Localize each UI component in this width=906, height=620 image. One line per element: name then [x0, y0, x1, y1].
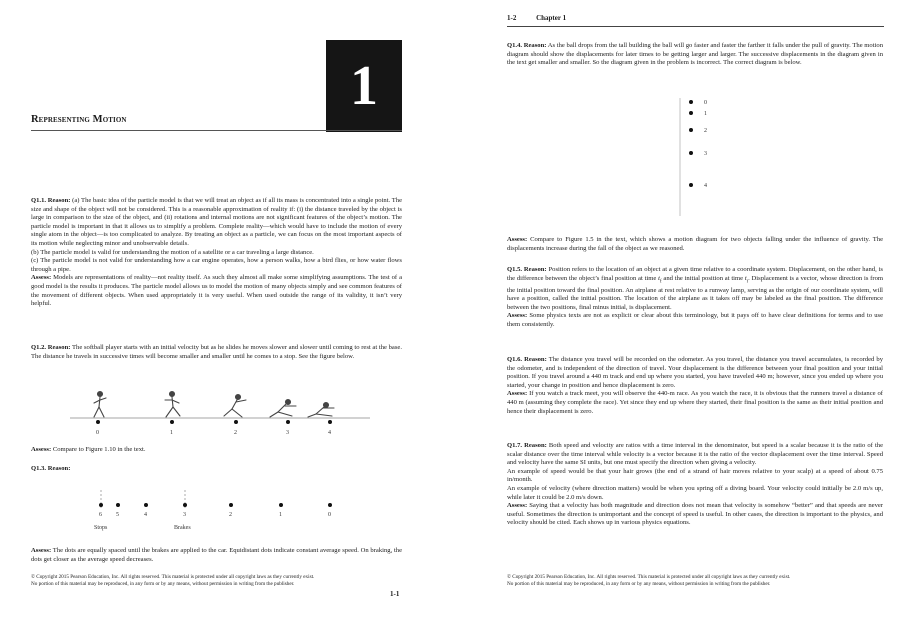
brakes-label: Brakes — [174, 525, 191, 531]
q1-5-assess: Some physics texts are not as explicit or clear about this terminology, but it pays off to have clear definitions for terms and to use them consistently. — [507, 312, 883, 328]
left-page-number: 1-1 — [390, 590, 400, 598]
player-figure-3 — [270, 400, 296, 418]
motion-dot-4 — [328, 420, 332, 424]
car-dot-4 — [144, 503, 148, 507]
q1-4-assess-label: Assess: — [507, 236, 528, 243]
car-dot-label-4: 4 — [144, 512, 147, 518]
motion-dot-2 — [234, 420, 238, 424]
q1-4-text: As the ball drops from the tall building the ball will go faster and faster the farther it falls under the pull of gravity. The motion diagram should show the displacements for later times to be getting larger and larger. The successive displacements in the diagram given in the text get smaller and smaller. So the diagram given in the problem is incorrect. The correct diagram is below. — [507, 42, 883, 67]
player-figure-2 — [224, 395, 246, 418]
q1-6-assess: If you watch a track meet, you will observe the 440-m race. As you watch the race, it is obvious that the runners travel a distance of 440 m (assuming they complete the race). Yet since they end up where they started, their final position is the same as their initial position and hence their displacement is zero. — [507, 390, 883, 415]
q1-4-assess-block — [507, 236, 883, 253]
car-dot-label-6: 6 — [99, 512, 102, 518]
dot-label-1: 1 — [170, 430, 173, 436]
right-footer — [507, 574, 897, 587]
dot-label-0: 0 — [96, 430, 99, 436]
q1-7-velocity-example: An example of velocity (where direction matters) would be when you spring off a diving board. Your velocity could initially be 2.0 m/s up, while later it could be 2.0 m/s down. — [507, 484, 883, 501]
car-dot-label-2: 2 — [229, 512, 232, 518]
q1-1-label: Q1.1. — [31, 197, 47, 204]
q1-6-reason-label: Reason: — [524, 356, 547, 363]
q1-5-text-b: and the initial position at time — [663, 274, 744, 282]
car-dot-label-3: 3 — [183, 512, 186, 518]
ball-dot-0 — [689, 100, 693, 104]
q1-2-assess-label: Assess: — [31, 446, 52, 453]
chapter-number-box — [326, 40, 402, 132]
stops-label: Stops — [94, 525, 108, 531]
ball-dot-2 — [689, 128, 693, 132]
motion-dot-0 — [96, 420, 100, 424]
q1-3-assess-label: Assess: — [31, 547, 52, 554]
player-figure-4 — [308, 403, 334, 418]
q1-7-label: Q1.7. — [507, 442, 523, 449]
car-braking-motion-diagram — [80, 488, 360, 534]
q1-2-assess-block — [31, 446, 402, 455]
q1-5-tf: t — [658, 274, 660, 282]
player-figure-1 — [165, 392, 180, 418]
q1-2-reason-label: Reason: — [47, 344, 71, 351]
q1-6-assess-label: Assess: — [507, 390, 528, 398]
q1-4-label: Q1.4. — [507, 42, 523, 49]
car-dot-label-0: 0 — [328, 512, 331, 518]
q1-7-assess: Saying that a velocity has both magnitude and direction does not mean that velocity is somehow “better” and that speeds are never useful. Sometimes the direction is unimportant and the concept of speed is useful. In other cases, the direction is important to the physics, and velocity should be cited. Each shows up in various physics equations. — [507, 502, 883, 527]
ball-dot-4 — [689, 183, 693, 187]
q1-4-assess: Compare to Figure 1.5 in the text, which shows a motion diagram for two objects falling under the influence of gravity. The displacements increase during the fall of the object as we reasoned. — [507, 236, 884, 252]
car-dot-label-5: 5 — [116, 512, 119, 518]
chapter-title-text: Representing Motion — [31, 114, 127, 125]
chapter-title-rule — [31, 130, 402, 131]
left-footer — [31, 574, 421, 587]
right-header-page: 1-2 — [507, 14, 517, 22]
q1-4-block — [507, 42, 883, 68]
ball-label-0: 0 — [704, 100, 707, 106]
car-dot-6 — [99, 503, 103, 507]
q1-7-speed-example: An example of speed would be that your hair grows (the end of a strand of hair moves relative to your scalp) at a speed of about 0.75 in/month. — [507, 467, 883, 484]
q1-3-reason-label: Reason: — [47, 465, 71, 472]
dot-label-4: 4 — [328, 430, 331, 436]
right-header — [507, 14, 566, 22]
car-dot-5 — [116, 503, 120, 507]
car-dot-3 — [183, 503, 187, 507]
dot-label-2: 2 — [234, 430, 237, 436]
right-header-rule — [507, 26, 884, 27]
motion-dot-1 — [170, 420, 174, 424]
q1-5-text-c: . Displacement is a vector, whose direction is from the initial position toward the final position. An airplane at rest relative to a runway lamp, serving as the origin of our coordinate system, will have a position, called the initial position. The location of the airplane as it takes off may be labeled as the final position. The difference between the two positions, final minus initial, is displacement. — [507, 274, 883, 311]
chapter-number: 1 — [350, 55, 378, 117]
q1-5-assess-label: Assess: — [507, 312, 528, 320]
q1-7-text: Both speed and velocity are ratios with a time interval in the denominator, but speed is a scalar because it is the ratio of the scalar distance over the time interval while velocity is a vector because it is the ratio of the vector displacement over the time interval. Speed and velocity have the same SI units, but one must specify the direction when giving a velocity. — [507, 442, 883, 467]
q1-2-label: Q1.2. — [31, 344, 47, 351]
q1-7-block — [507, 442, 883, 528]
q1-7-reason-label: Reason: — [524, 442, 547, 449]
right-footer-permission: No portion of this material may be reproduced, in any form or by any means, without permission in writing from the publisher. — [507, 580, 771, 587]
car-dot-label-1: 1 — [279, 512, 282, 518]
dot-label-3: 3 — [286, 430, 289, 436]
q1-1-assess: Models are representations of reality—not reality itself. As such they almost all make some simplifying assumptions. The test of a good model is the results it produces. The particle model allows us to model the motion of many objects simply and see common features of the movement of different objects. When used appropriately it is very useful. When used outside the range of its validity, it isn’t very helpful. — [31, 274, 402, 308]
q1-1-text: (a) The basic idea of the particle model is that we will treat an object as if all its mass is concentrated into a single point. The size and shape of the object will not be considered. This is a reasonable approximation of reality if: (i) the distance traveled by the object is large in comparison to the size of the object, and (ii) rotations and internal motions are not significant features of the object’s motion. The particle model is important in that it allows us to simplify a problem. Complete reality—which would have to include the motion of every single atom in the object—is too complicated to analyze. By treating an object as a particle, we can focus on the most important aspects of its motion while neglecting minor and unobservable details. — [31, 197, 403, 247]
falling-ball-motion-diagram — [676, 96, 736, 220]
car-dot-1 — [279, 503, 283, 507]
q1-5-reason-label: Reason: — [523, 266, 547, 273]
q1-1-part-b: (b) The particle model is valid for understanding the motion of a satellite or a car traveling a large distance. — [31, 248, 314, 256]
ball-label-1: 1 — [704, 111, 707, 117]
player-figure-0 — [94, 392, 106, 418]
ball-label-2: 2 — [704, 128, 707, 134]
q1-3-label: Q1.3. — [31, 465, 47, 472]
ball-dot-3 — [689, 151, 693, 155]
car-dot-0 — [328, 503, 332, 507]
q1-5-text-a: Position refers to the location of an object at a given time relative to a coordinate system. Displacement, on the other hand, is the difference between the object’s final position at time — [507, 266, 884, 282]
q1-6-text: The distance you travel will be recorded on the odometer. As you travel, the distance you travel accumulates, is recorded by the odometer, and is independent of the direction of travel. Your displacement is the difference between your final position and your initial position. If you travel around a 440 m track and end up where you started, you have traveled 440 m; however, since you ended up where you started, your change in position and hence displacement is zero. — [507, 356, 883, 389]
q1-5-ti: t — [744, 274, 747, 282]
q1-1-assess-label: Assess: — [31, 274, 52, 282]
right-header-chapter: Chapter 1 — [536, 14, 567, 22]
left-footer-copyright: © Copyright 2015 Pearson Education, Inc. All rights reserved. This material is protected under all copyright laws as they currently exist. — [31, 574, 315, 580]
motion-dot-3 — [286, 420, 290, 424]
q1-3-assess: The dots are equally spaced until the brakes are applied to the car. Equidistant dots indicate constant average speed. On braking, the dots get closer as the average speed decreases. — [31, 547, 402, 563]
q1-1-part-c: (c) The particle model is not valid for understanding how a car engine operates, how a person walks, how a bird flies, or how water flows through a pipe. — [31, 257, 402, 273]
q1-1-reason-label: Reason: — [47, 197, 71, 204]
q1-2-assess: Compare to Figure 1.10 in the text. — [52, 446, 146, 453]
q1-6-block — [507, 356, 883, 416]
q1-5-block — [507, 266, 883, 329]
q1-5-ti-sub: i — [746, 278, 749, 284]
q1-6-label: Q1.6. — [507, 356, 523, 363]
q1-3-assess-block — [31, 547, 402, 564]
q1-1-block — [31, 197, 402, 309]
q1-2-text: The softball player starts with an initial velocity but as he slides he moves slower and slower until coming to rest at the base. The distance he travels in successive times will become smaller and smaller until he comes to a stop. See the figure below. — [31, 344, 402, 360]
ball-label-3: 3 — [704, 151, 707, 157]
q1-3-block — [31, 465, 402, 474]
ball-dot-1 — [689, 111, 693, 115]
q1-5-label: Q1.5. — [507, 266, 523, 273]
q1-4-reason-label: Reason: — [523, 42, 547, 49]
right-footer-copyright: © Copyright 2015 Pearson Education, Inc. All rights reserved. This material is protected under all copyright laws as they currently exist. — [507, 574, 791, 580]
left-footer-permission: No portion of this material may be reproduced, in any form or by any means, without permission in writing from the publisher. — [31, 580, 295, 587]
ball-label-4: 4 — [704, 183, 707, 189]
q1-7-assess-label: Assess: — [507, 502, 528, 510]
q1-2-block — [31, 344, 402, 361]
car-dot-2 — [229, 503, 233, 507]
chapter-title — [31, 114, 127, 125]
q1-5-tf-sub: f — [659, 278, 662, 284]
